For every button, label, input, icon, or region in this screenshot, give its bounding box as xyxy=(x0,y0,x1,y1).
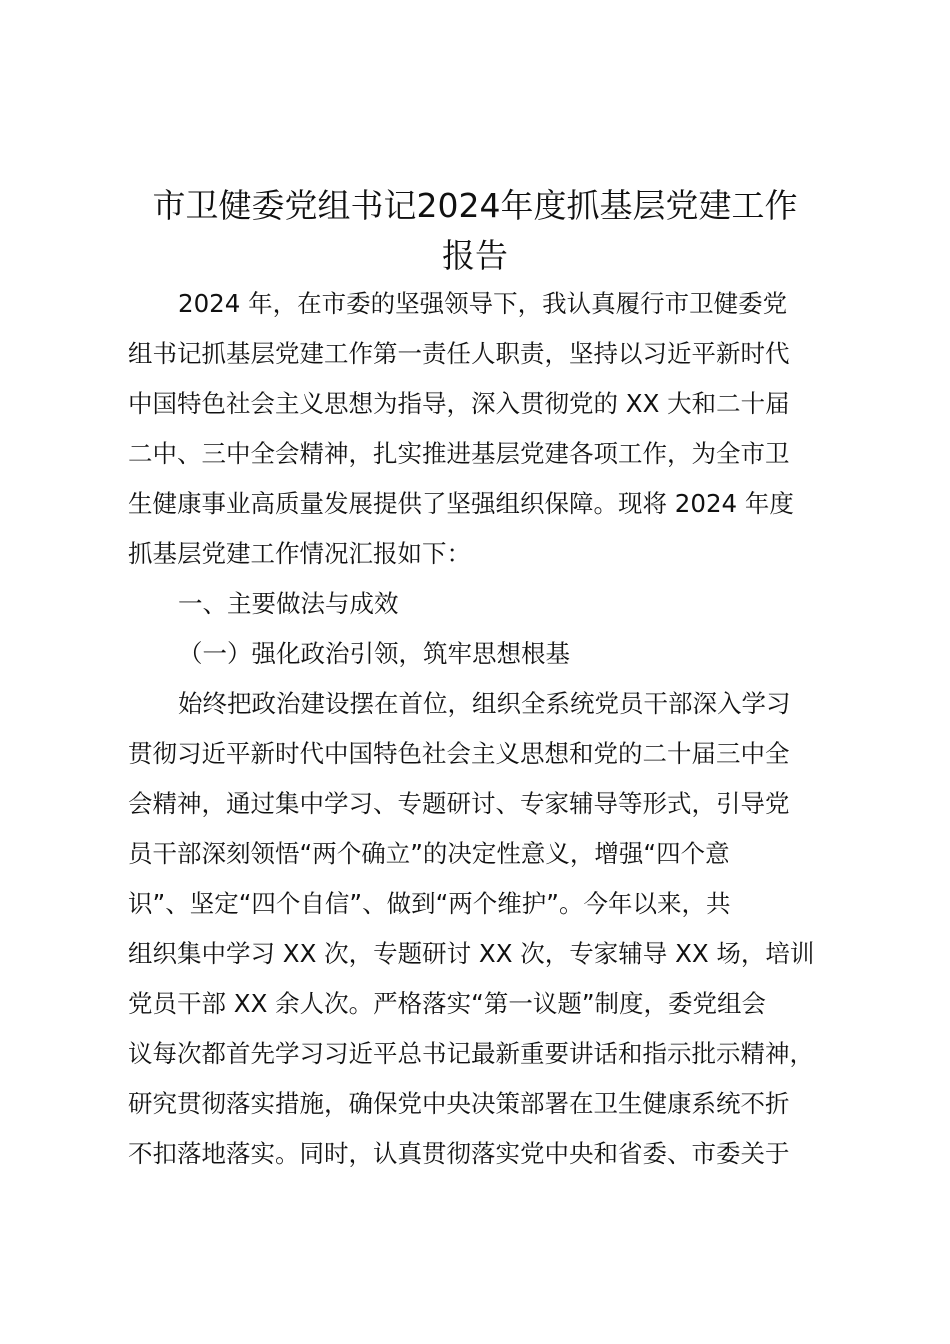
paragraph-line: 中国特色社会主义思想为指导，深入贯彻党的 XX 大和二十届 xyxy=(128,389,790,418)
paragraph-line: 抓基层党建工作情况汇报如下： xyxy=(128,539,471,568)
paragraph-line: 2024 年，在市委的坚强领导下，我认真履行市卫健委党 xyxy=(178,289,788,318)
section-heading: 一、主要做法与成效 xyxy=(178,589,399,618)
paragraph-line: 组织集中学习 XX 次，专题研讨 XX 次，专家辅导 XX 场，培训 xyxy=(128,939,815,968)
document-title-line-1: 市卫健委党组书记2024年度抓基层党建工作 xyxy=(152,186,798,225)
paragraph-line: 生健康事业高质量发展提供了坚强组织保障。现将 2024 年度 xyxy=(128,489,794,518)
paragraph-line: 员干部深刻领悟“两个确立”的决定性意义，增强“四个意 xyxy=(128,839,730,868)
subsection-heading: （一）强化政治引领，筑牢思想根基 xyxy=(178,639,570,668)
paragraph-line: 会精神，通过集中学习、专题研讨、专家辅导等形式，引导党 xyxy=(128,789,790,818)
paragraph-line: 二中、三中全会精神，扎实推进基层党建各项工作，为全市卫 xyxy=(128,439,790,468)
paragraph-line: 不扣落地落实。同时，认真贯彻落实党中央和省委、市委关于 xyxy=(128,1139,790,1168)
paragraph-line: 党员干部 XX 余人次。严格落实“第一议题”制度，委党组会 xyxy=(128,989,767,1018)
paragraph-line: 议每次都首先学习习近平总书记最新重要讲话和指示批示精神， xyxy=(128,1039,814,1068)
paragraph-line: 始终把政治建设摆在首位，组织全系统党员干部深入学习 xyxy=(178,689,791,718)
paragraph-line: 识”、坚定“四个自信”、做到“两个维护”。今年以来，共 xyxy=(128,889,731,918)
paragraph-line: 研究贯彻落实措施，确保党中央决策部署在卫生健康系统不折 xyxy=(128,1089,790,1118)
paragraph-line: 组书记抓基层党建工作第一责任人职责，坚持以习近平新时代 xyxy=(128,339,790,368)
document-title-line-2: 报告 xyxy=(442,236,508,275)
paragraph-line: 贯彻习近平新时代中国特色社会主义思想和党的二十届三中全 xyxy=(128,739,790,768)
